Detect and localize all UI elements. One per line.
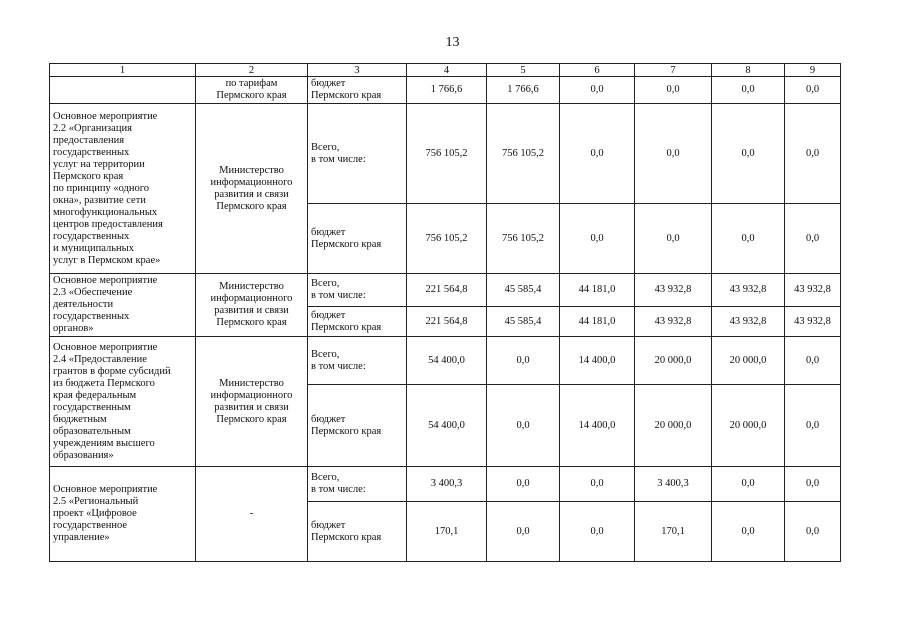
value-cell: 43 932,8 bbox=[785, 274, 841, 307]
value-cell: 20 000,0 bbox=[635, 385, 712, 467]
value-cell: 0,0 bbox=[712, 104, 785, 204]
value-cell: 0,0 bbox=[560, 467, 635, 502]
value-cell: 756 105,2 bbox=[407, 204, 487, 274]
value-cell: 0,0 bbox=[560, 204, 635, 274]
value-cell: 0,0 bbox=[487, 502, 560, 562]
value-cell: 170,1 bbox=[635, 502, 712, 562]
value-cell: 0,0 bbox=[785, 204, 841, 274]
executor-cell: Министерство информационного развития и связи Пермского края bbox=[196, 104, 308, 274]
value-cell: 43 932,8 bbox=[635, 274, 712, 307]
value-cell: 43 932,8 bbox=[712, 274, 785, 307]
value-cell: 54 400,0 bbox=[407, 385, 487, 467]
value-cell: 44 181,0 bbox=[560, 307, 635, 337]
column-number: 4 bbox=[407, 64, 487, 77]
table-row bbox=[50, 77, 841, 104]
column-number: 2 bbox=[196, 64, 308, 77]
executor-cell: Министерство информационного развития и связи Пермского края bbox=[196, 337, 308, 467]
funding-source-cell: бюджет Пермского края bbox=[308, 502, 407, 562]
value-cell: 0,0 bbox=[560, 104, 635, 204]
executor-cell: Министерство информационного развития и связи Пермского края bbox=[196, 274, 308, 337]
value-cell: 0,0 bbox=[785, 337, 841, 385]
value-cell: 1 766,6 bbox=[407, 77, 487, 104]
value-cell: 0,0 bbox=[785, 502, 841, 562]
value-cell: 756 105,2 bbox=[407, 104, 487, 204]
value-cell: 0,0 bbox=[635, 204, 712, 274]
value-cell: 221 564,8 bbox=[407, 307, 487, 337]
column-number: 8 bbox=[712, 64, 785, 77]
value-cell: 43 932,8 bbox=[785, 307, 841, 337]
column-number: 1 bbox=[50, 64, 196, 77]
value-cell: 170,1 bbox=[407, 502, 487, 562]
value-cell: 0,0 bbox=[712, 204, 785, 274]
value-cell: 43 932,8 bbox=[712, 307, 785, 337]
column-number: 5 bbox=[487, 64, 560, 77]
event-cell: Основное мероприятие 2.2 «Организация предоставления государственных услуг на территории Пермского края по принципу «одного окна», развитие сети многофункциональных центров предоставления государственных и муниципальных услуг в Пермском крае» bbox=[50, 104, 196, 274]
table-row bbox=[50, 274, 841, 307]
value-cell: 756 105,2 bbox=[487, 104, 560, 204]
funding-source-cell: бюджет Пермского края bbox=[308, 385, 407, 467]
value-cell: 14 400,0 bbox=[560, 385, 635, 467]
value-cell: 44 181,0 bbox=[560, 274, 635, 307]
funding-source-cell: Всего, в том числе: bbox=[308, 104, 407, 204]
event-cell bbox=[50, 77, 196, 104]
value-cell: 43 932,8 bbox=[635, 307, 712, 337]
executor-cell: - bbox=[196, 467, 308, 562]
event-cell: Основное мероприятие 2.4 «Предоставление грантов в форме субсидий из бюджета Пермского края федеральным государственным бюджетным образовательным учреждениям высшего образования» bbox=[50, 337, 196, 467]
value-cell: 0,0 bbox=[785, 104, 841, 204]
value-cell: 45 585,4 bbox=[487, 307, 560, 337]
value-cell: 0,0 bbox=[560, 502, 635, 562]
event-cell: Основное мероприятие 2.5 «Региональный проект «Цифровое государственное управление» bbox=[50, 467, 196, 562]
value-cell: 0,0 bbox=[785, 77, 841, 104]
value-cell: 0,0 bbox=[560, 77, 635, 104]
value-cell: 3 400,3 bbox=[635, 467, 712, 502]
funding-source-cell: бюджет Пермского края bbox=[308, 307, 407, 337]
column-number: 7 bbox=[635, 64, 712, 77]
funding-source-cell: Всего, в том числе: bbox=[308, 337, 407, 385]
value-cell: 221 564,8 bbox=[407, 274, 487, 307]
funding-source-cell: Всего, в том числе: bbox=[308, 467, 407, 502]
budget-table bbox=[49, 63, 841, 562]
column-number-row bbox=[50, 64, 841, 77]
value-cell: 20 000,0 bbox=[712, 385, 785, 467]
page-number: 13 bbox=[445, 35, 460, 50]
funding-source-cell: бюджет Пермского края bbox=[308, 77, 407, 104]
value-cell: 54 400,0 bbox=[407, 337, 487, 385]
value-cell: 756 105,2 bbox=[487, 204, 560, 274]
column-number: 3 bbox=[308, 64, 407, 77]
table-row bbox=[50, 104, 841, 204]
value-cell: 0,0 bbox=[635, 104, 712, 204]
value-cell: 0,0 bbox=[785, 385, 841, 467]
value-cell: 20 000,0 bbox=[712, 337, 785, 385]
value-cell: 14 400,0 bbox=[560, 337, 635, 385]
value-cell: 0,0 bbox=[635, 77, 712, 104]
value-cell: 0,0 bbox=[785, 467, 841, 502]
funding-source-cell: бюджет Пермского края bbox=[308, 204, 407, 274]
value-cell: 0,0 bbox=[712, 467, 785, 502]
funding-source-cell: Всего, в том числе: bbox=[308, 274, 407, 307]
value-cell: 20 000,0 bbox=[635, 337, 712, 385]
value-cell: 0,0 bbox=[712, 502, 785, 562]
value-cell: 3 400,3 bbox=[407, 467, 487, 502]
table-row bbox=[50, 337, 841, 385]
value-cell: 45 585,4 bbox=[487, 274, 560, 307]
table-row bbox=[50, 467, 841, 502]
column-number: 6 bbox=[560, 64, 635, 77]
value-cell: 0,0 bbox=[712, 77, 785, 104]
event-cell: Основное мероприятие 2.3 «Обеспечение деятельности государственных органов» bbox=[50, 274, 196, 337]
value-cell: 0,0 bbox=[487, 467, 560, 502]
column-number: 9 bbox=[785, 64, 841, 77]
executor-cell: по тарифам Пермского края bbox=[196, 77, 308, 104]
value-cell: 0,0 bbox=[487, 385, 560, 467]
value-cell: 1 766,6 bbox=[487, 77, 560, 104]
value-cell: 0,0 bbox=[487, 337, 560, 385]
